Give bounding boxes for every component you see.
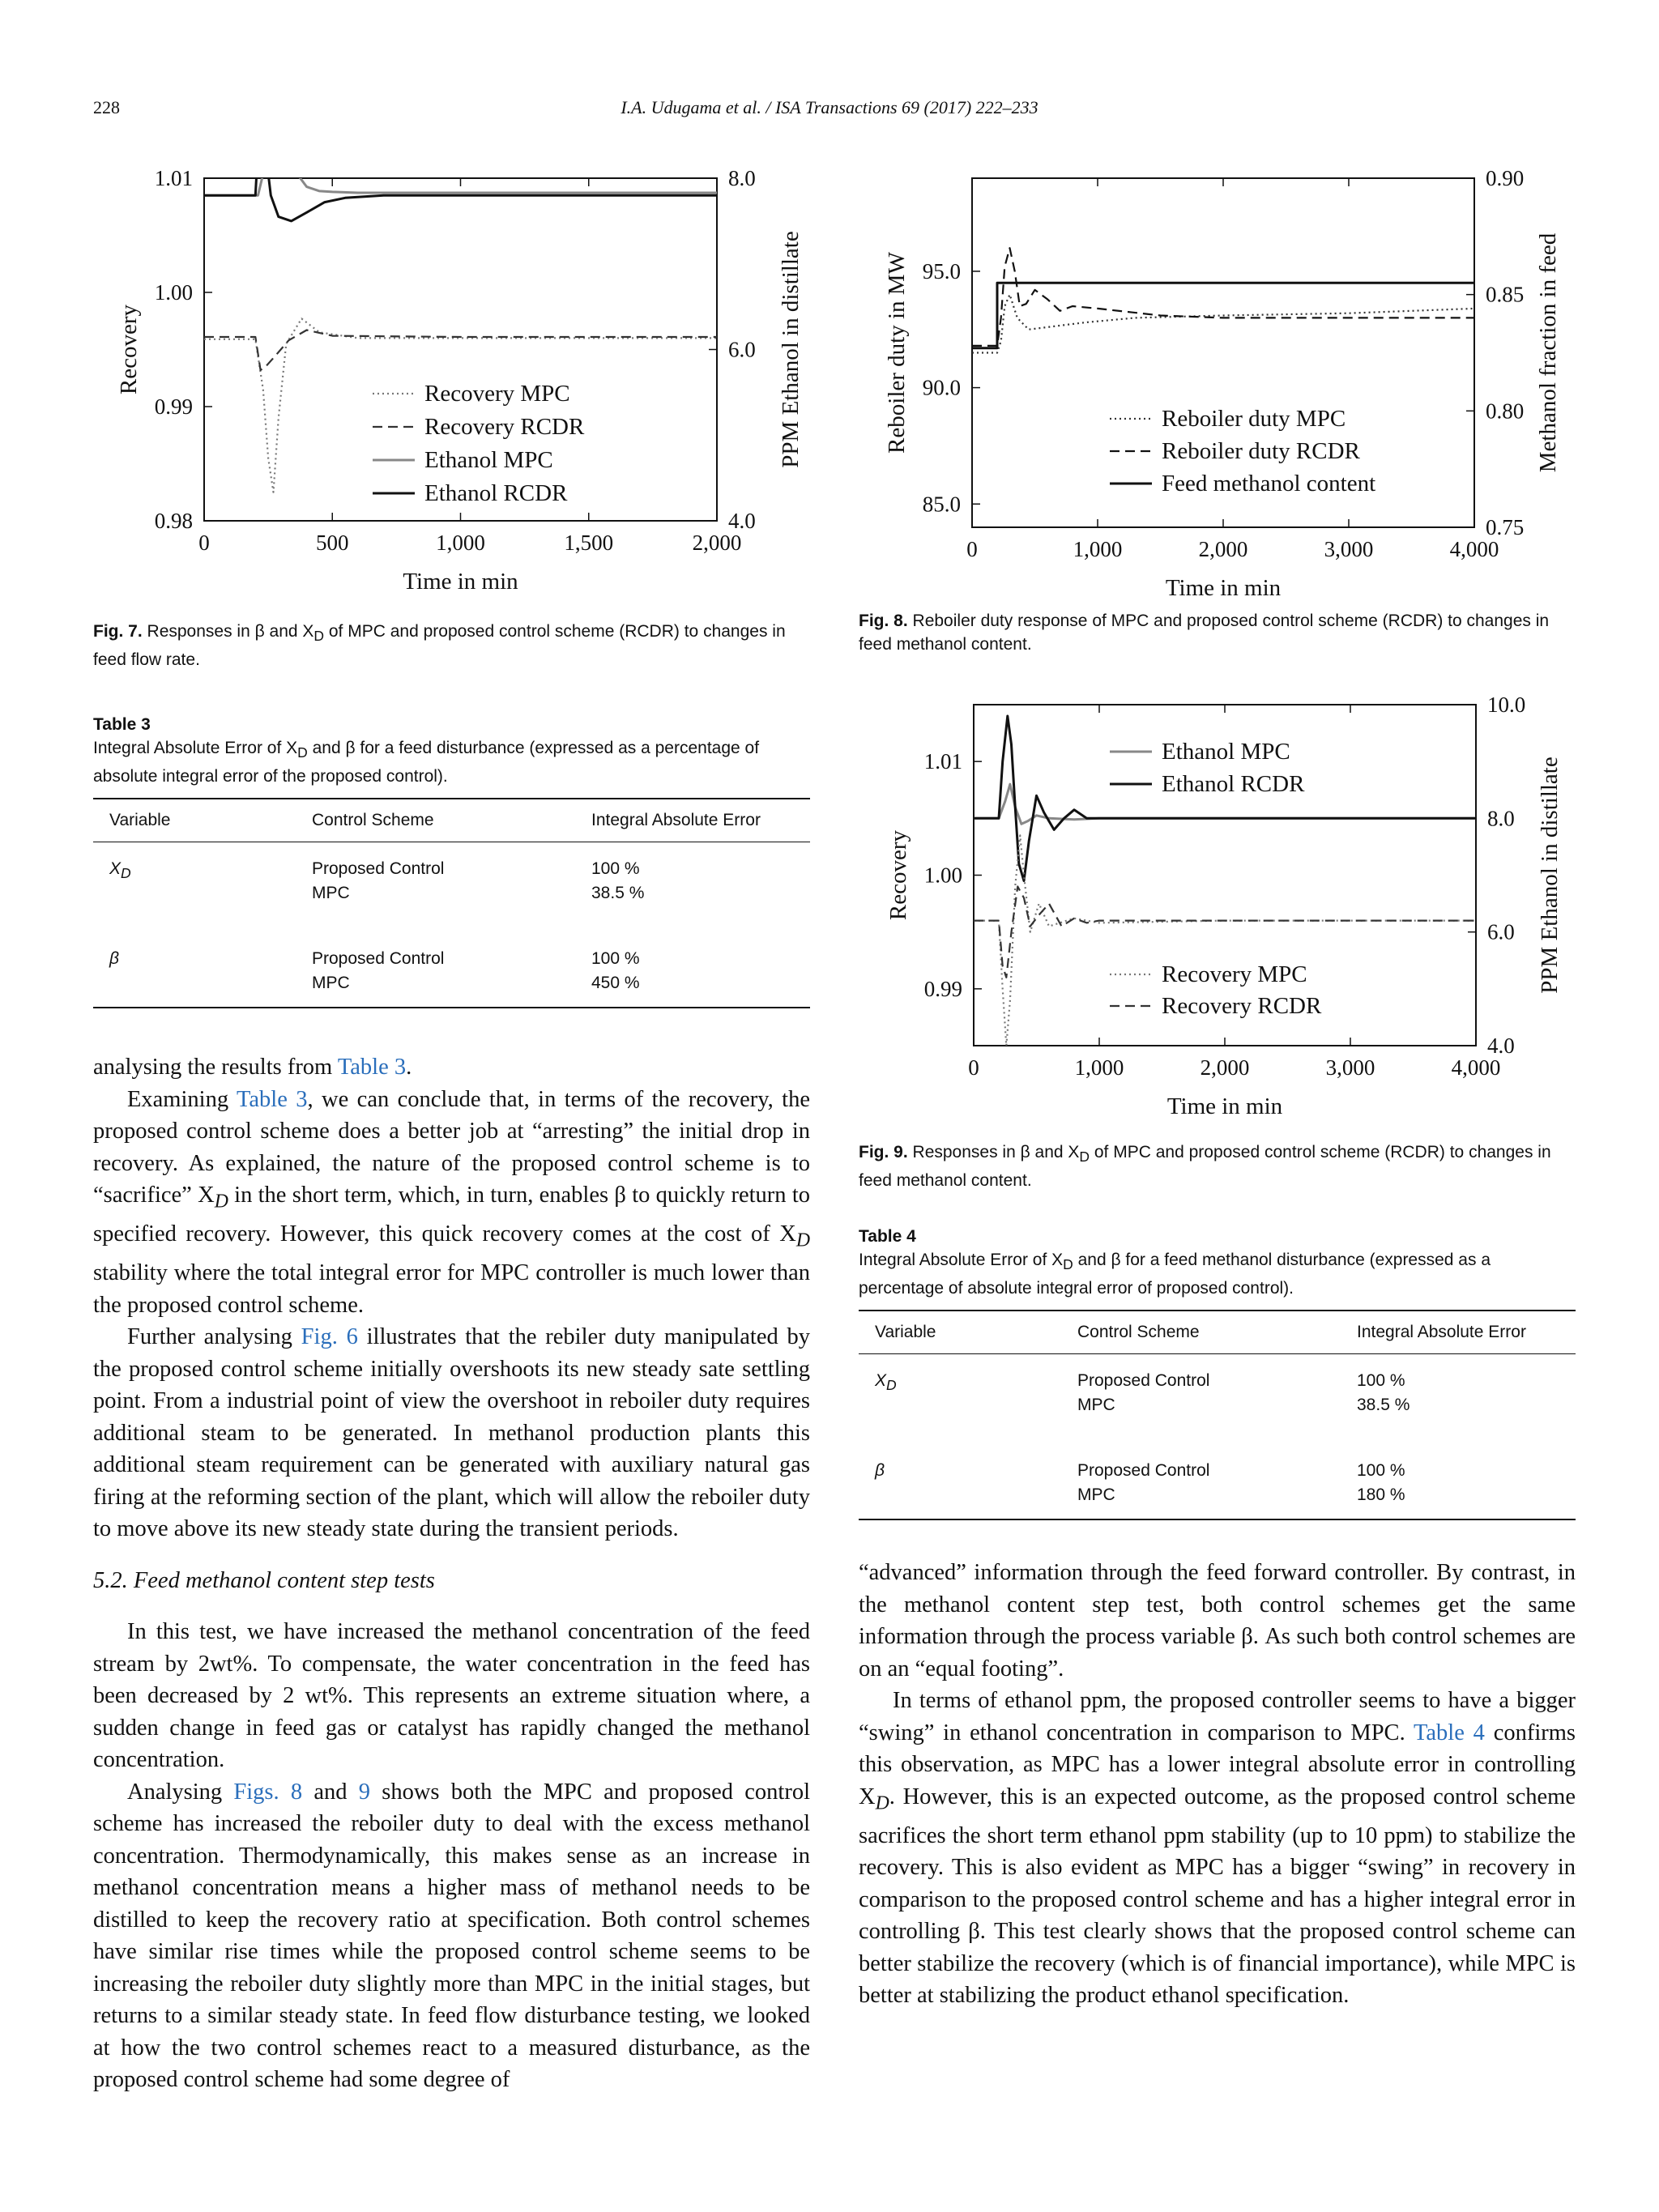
right-column-text — [859, 1557, 1576, 2012]
y-right-axis-label: PPM Ethanol in distillate — [1537, 757, 1563, 994]
left-column-text — [93, 1051, 810, 2096]
paragraph: analysing the results from Table 3. — [93, 1055, 412, 1080]
x-tick-label: 500 — [316, 531, 349, 555]
y-right-tick-label: 6.0 — [728, 337, 756, 362]
y-left-tick-label: 90.0 — [922, 375, 961, 400]
legend-label: Ethanol RCDR — [1162, 771, 1305, 797]
y-left-tick-label: 1.01 — [923, 749, 962, 774]
table-3-link[interactable]: Table 3 — [337, 1055, 407, 1080]
y-left-tick-label: 1.01 — [154, 166, 193, 190]
table-3-link[interactable]: Table 3 — [236, 1086, 308, 1112]
x-tick-label: 1,000 — [1074, 1055, 1124, 1080]
x-tick-label: 4,000 — [1449, 537, 1499, 561]
figure-9-link[interactable]: 9 — [358, 1779, 371, 1805]
y-right-tick-label: 4.0 — [1487, 1034, 1515, 1058]
x-tick-label: 0 — [968, 1055, 979, 1080]
x-tick-label: 0 — [966, 537, 978, 561]
y-right-tick-label: 0.75 — [1486, 515, 1525, 539]
legend-label: Reboiler duty MPC — [1162, 406, 1346, 432]
figure-7-caption: Fig. 7. Responses in β and $X_D$ of MPC and proposed control scheme (RCDR) to changes in feed flow rate. — [93, 622, 786, 670]
series-line-ethanol-mpc — [204, 154, 717, 195]
figure-8-caption: Fig. 8. Reboiler duty response of MPC and proposed control scheme (RCDR) to changes in feed methanol content. — [859, 612, 1550, 654]
x-tick-label: 2,000 — [692, 531, 742, 555]
y-left-tick-label: 0.98 — [154, 509, 193, 533]
section-heading: 5.2. Feed methanol content step tests — [93, 1567, 435, 1593]
legend-label: Recovery RCDR — [424, 414, 585, 440]
table-4-label: Table 4 — [859, 1227, 916, 1246]
y-left-axis-label: Reboiler duty in MW — [884, 252, 910, 454]
x-tick-label: 1,000 — [1073, 537, 1123, 561]
table-3-label: Table 3 — [93, 715, 151, 734]
y-right-tick-label: 8.0 — [1487, 806, 1515, 831]
table-4-header-error: Integral Absolute Error — [1341, 1311, 1576, 1354]
y-right-tick-label: 6.0 — [1487, 919, 1515, 944]
y-right-tick-label: 0.90 — [1486, 166, 1525, 190]
x-axis-label: Time in min — [1166, 1093, 1283, 1119]
table-row: β Proposed Control MPC 100 % 450 % — [109, 949, 640, 992]
table-4-link[interactable]: Table 4 — [1413, 1720, 1485, 1745]
x-tick-label: 2,000 — [1198, 537, 1248, 561]
table-3-title: Table 3 Integral Absolute Error of $X_D$ and β for a feed disturbance (expressed as a percentage of absolute integral error of the proposed control). — [93, 713, 810, 788]
legend-label: Ethanol RCDR — [424, 480, 568, 506]
table-row: β Proposed Control MPC 100 % 180 % — [875, 1461, 1405, 1504]
legend-label: Reboiler duty RCDR — [1162, 438, 1360, 464]
figure-7-label: Fig. 7. — [93, 622, 143, 641]
y-right-tick-label: 4.0 — [728, 509, 756, 533]
table-4-header-scheme: Control Scheme — [1061, 1311, 1341, 1354]
table-4 — [859, 1310, 1576, 1520]
y-right-tick-label: 8.0 — [728, 166, 756, 190]
y-right-axis-label: PPM Ethanol in distillate — [778, 231, 804, 468]
x-tick-label: 1,500 — [564, 531, 614, 555]
paragraph: In terms of ethanol ppm, the proposed controller seems to have a bigger “swing” in ethanol concentration in comparison to MPC. Table 4 confirms this observation, as MPC has a lower integral absolute error in controlling $X_D$. However, this is an expected outcome, as the proposed control scheme sacrifices the short term ethanol ppm stability (up to 10 ppm) to stabilize the recovery. This is also evident as MPC has a bigger “swing” in recovery in comparison to the proposed control scheme and has a higher integral error in controlling β. This test clearly shows that the proposed control scheme can better stabilize the recovery (which is of financial importance), while MPC is better at stabilizing the product ethanol specification. — [859, 1688, 1576, 2009]
paragraph: Further analysing Fig. 6 illustrates that the rebiler duty manipulated by the proposed control scheme initially overshoots its new steady sate settling point. From a industrial point of view the overshoot in reboiler duty requires additional steam to be generated. In methanol production plants this additional steam requirement can be generated with auxiliary natural gas firing at the reforming section of the plant, which will allow the reboiler duty to move above its new steady state during the transient periods. — [93, 1324, 810, 1542]
table-3-header-error: Integral Absolute Error — [575, 799, 810, 842]
figure-8-label: Fig. 8. — [859, 612, 908, 630]
x-axis-label: Time in min — [403, 569, 518, 595]
x-tick-label: 3,000 — [1325, 1055, 1375, 1080]
table-3 — [93, 798, 810, 1008]
x-tick-label: 2,000 — [1200, 1055, 1250, 1080]
x-tick-label: 1,000 — [436, 531, 485, 555]
y-left-axis-label: Recovery — [116, 304, 142, 395]
paragraph: In this test, we have increased the methanol concentration of the feed stream by 2wt%. To compensate, the water concentration in the feed has been decreased by 2 wt%. This represents an extreme situation where, a sudden change in feed gas or catalyst has rapidly changed the methanol concentration. — [93, 1619, 810, 1773]
paragraph: Analysing Figs. 8 and 9 shows both the MPC and proposed control scheme has increased the reboiler duty to deal with the excess methanol concentration. Thermodynamically, this makes sense as an increase in methanol concentration means a higher mass of methanol needs to be distilled to keep the recovery ratio at specification. Both control schemes have similar rise times while the proposed control scheme seems to be increasing the reboiler duty slightly more than MPC in the initial stages, but returns to a similar steady state. In feed flow disturbance testing, we looked at how the two control schemes react to a measured disturbance, as the proposed control scheme had some degree of — [93, 1779, 810, 2093]
figure-8-link[interactable]: Figs. 8 — [233, 1779, 303, 1805]
x-tick-label: 3,000 — [1324, 537, 1374, 561]
y-right-tick-label: 0.80 — [1486, 399, 1525, 424]
y-left-tick-label: 85.0 — [922, 492, 961, 517]
figure-7-chart — [81, 154, 810, 616]
y-right-tick-label: 10.0 — [1487, 693, 1526, 717]
legend-label: Recovery RCDR — [1162, 993, 1322, 1019]
y-left-axis-label: Recovery — [885, 829, 911, 921]
x-axis-label: Time in min — [1165, 575, 1282, 601]
x-tick-label: 4,000 — [1451, 1055, 1501, 1080]
y-left-tick-label: 1.00 — [923, 863, 962, 888]
table-4-title: Table 4 Integral Absolute Error of $X_D$ and β for a feed methanol disturbance (expressed as a percentage of absolute integral error of proposed control). — [859, 1225, 1576, 1300]
legend-label: Feed methanol content — [1162, 471, 1376, 497]
figure-9-chart — [851, 680, 1580, 1134]
y-right-tick-label: 0.85 — [1486, 282, 1525, 307]
paragraph: Examining Table 3, we can conclude that, in terms of the recovery, the proposed control scheme does a better job at “arresting” the initial drop in recovery. As explained, the nature of the proposed control scheme is to “sacrifice” $X_D$ in the short term, which, in turn, enables β to quickly return to specified recovery. However, this quick recovery comes at the cost of $X_D$ stability where the total integral error for MPC controller is much lower than the proposed control scheme. — [93, 1086, 810, 1318]
figure-9-caption: Fig. 9. Responses in β and $X_D$ of MPC and proposed control scheme (RCDR) to changes in feed methanol content. — [859, 1143, 1551, 1191]
page-number: 228 — [93, 97, 120, 117]
y-left-tick-label: 0.99 — [154, 394, 193, 419]
table-row: $X_D$ Proposed Control MPC 100 % 38.5 % — [109, 859, 645, 902]
y-left-tick-label: 1.00 — [154, 280, 193, 305]
y-right-axis-label: Methanol fraction in feed — [1535, 232, 1561, 473]
paragraph: “advanced” information through the feed forward controller. By contrast, in the methanol content step test, both control schemes get the same information through the process variable β. As such both control schemes are on an “equal footing”. — [859, 1560, 1576, 1681]
series-line-reboiler-duty-mpc — [972, 295, 1474, 353]
table-row: $X_D$ Proposed Control MPC 100 % 38.5 % — [875, 1371, 1410, 1414]
legend-label: Ethanol MPC — [1162, 739, 1290, 765]
table-3-header-scheme: Control Scheme — [296, 799, 575, 842]
series-line-recovery-rcdr — [204, 330, 717, 370]
figure-6-link[interactable]: Fig. 6 — [301, 1324, 358, 1350]
figure-9-label: Fig. 9. — [859, 1143, 908, 1161]
y-left-tick-label: 0.99 — [923, 976, 962, 1001]
journal-header: I.A. Udugama et al. / ISA Transactions 69 (2017) 222–233 — [621, 97, 1038, 117]
table-4-header-variable: Variable — [859, 1311, 1061, 1354]
figure-8-chart — [851, 154, 1580, 607]
y-left-tick-label: 95.0 — [922, 258, 961, 283]
legend-label: Recovery MPC — [1162, 961, 1307, 987]
series-line-reboiler-duty-rcdr — [972, 248, 1474, 346]
table-3-header-variable: Variable — [93, 799, 296, 842]
x-tick-label: 0 — [198, 531, 210, 555]
series-line-ethanol-rcdr — [204, 154, 717, 221]
legend-label: Ethanol MPC — [424, 447, 553, 473]
legend-label: Recovery MPC — [424, 381, 570, 407]
